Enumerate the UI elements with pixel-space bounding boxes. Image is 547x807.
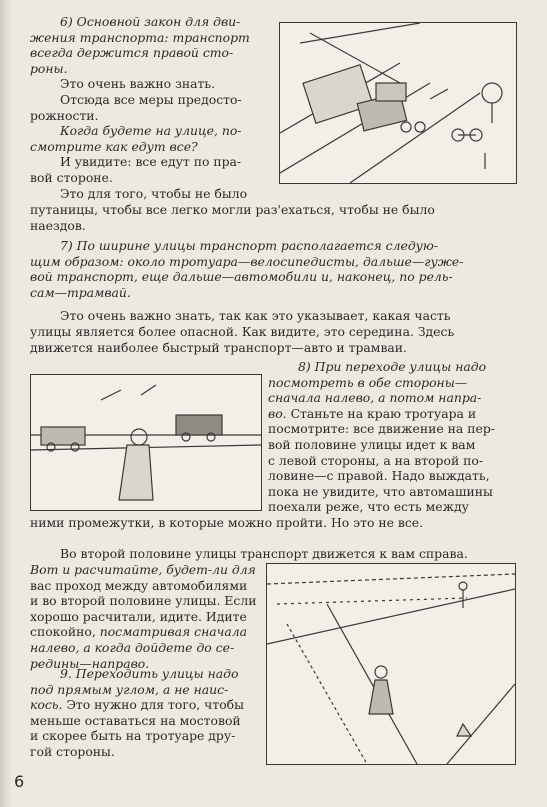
section-9	[30, 666, 258, 760]
rule-6-line-2: жения транспорта: транспорт	[30, 29, 250, 45]
rule-8-line: посмотреть в обе стороны—	[268, 374, 468, 390]
section-8b-wide	[30, 546, 514, 562]
reason-line: Это для того, чтобы не было	[60, 185, 248, 201]
italic-line: редины—направо.	[30, 655, 150, 671]
italic-line: Вот и расчитайте, будет-ли для	[30, 562, 256, 577]
text-line: улицы является более опасной. Как видите, это середина. Здесь	[30, 323, 455, 339]
text-line: и скорее быть на тротуаре дру-	[30, 728, 236, 744]
text-line	[30, 624, 258, 640]
section-8-narrow	[268, 359, 514, 515]
reason-line: наездов.	[30, 217, 86, 233]
section-8-wide	[30, 515, 514, 531]
text-line: вой половине улицы идет к вам	[268, 436, 476, 452]
rule-8-line: сначала налево, а потом напра-	[268, 390, 482, 406]
text-line: Во второй половине улицы транспорт движется к вам справа.	[60, 546, 468, 561]
text-line: рожности.	[30, 107, 99, 123]
text-fragment: Это нужно для того, чтобы	[66, 697, 245, 713]
rule-9-line: под прямым углом, а не наис-	[30, 681, 229, 697]
text-line: ловине—с правой. Надо выждать,	[268, 468, 490, 484]
rule-8-line: во.	[268, 405, 287, 421]
tram-street-drawing	[280, 23, 516, 183]
text-line: поехали реже, что есть между	[268, 499, 469, 515]
text-line: пока не увидите, что автомашины	[268, 483, 493, 499]
text-line: посмотрите: все движение на пер-	[268, 421, 495, 437]
rule-6-line-3: всегда держится правой сто-	[30, 45, 234, 61]
text-line: меньше оставаться на мостовой	[30, 712, 241, 728]
rule-7-line: сам—трамвай.	[30, 284, 131, 300]
text-line: Отсюда все меры предосто-	[60, 91, 242, 107]
rule-7-line: 7) По ширине улицы транспорт располагается следую-	[60, 238, 438, 253]
italic-fragment: посматривая сначала	[99, 624, 248, 640]
text-line: хорошо расчитали, идите. Идите	[30, 608, 247, 624]
rule-9-line: кось.	[30, 697, 63, 713]
section-7	[30, 238, 514, 355]
rule-7-line: вой транспорт, еще дальше—автомобили и, наконец, по рель-	[30, 269, 453, 285]
italic-line: налево, а когда дойдете до се-	[30, 639, 235, 655]
illustration-perpendicular-crossing	[266, 563, 516, 765]
text-line: Это очень важно знать, так как это указывает, какая часть	[60, 308, 451, 324]
text-line: Это очень важно знать.	[60, 76, 216, 92]
reason-line: путаницы, чтобы все легко могли раз'ехаться, чтобы не было	[30, 202, 435, 217]
rule-8-line: 8) При переходе улицы надо	[298, 359, 487, 374]
crossing-drawing	[31, 375, 261, 510]
text-line: и во второй половине улицы. Если	[30, 593, 257, 609]
question-line: Когда будете на улице, по-	[60, 123, 242, 139]
question-line: смотрите как едут все?	[30, 138, 198, 154]
illustration-crossing	[30, 374, 262, 511]
text-line: с левой стороны, а на второй по-	[268, 452, 484, 468]
answer-line: И увидите: все едут по пра-	[60, 154, 242, 170]
rule-9-line: 9. Переходить улицы надо	[60, 666, 239, 681]
section-6-narrow	[30, 14, 268, 201]
text-line: гой стороны.	[30, 743, 115, 759]
rule-6-line-4: роны.	[30, 60, 68, 76]
rule-6-line-1: 6) Основной закон для дви-	[60, 14, 241, 29]
text-line	[268, 406, 514, 422]
perpendicular-crossing-drawing	[267, 564, 515, 764]
page-number: 6	[14, 772, 25, 791]
text-fragment: спокойно,	[30, 624, 96, 640]
text-line: движется наиболее быстрый транспорт—авто и трамваи.	[30, 339, 408, 355]
illustration-tram-street	[279, 22, 517, 184]
rule-7-line: щим образом: около тротуара—велосипедисты, дальше—гуже-	[30, 253, 464, 269]
text-fragment: Станьте на краю тротуара и	[290, 405, 477, 421]
section-6-wide	[30, 202, 514, 233]
answer-line: вой стороне.	[30, 169, 113, 185]
text-line: ними промежутки, в которые можно пройти. Но это не все.	[30, 515, 424, 530]
section-8b-narrow	[30, 562, 258, 671]
text-line	[30, 697, 258, 713]
text-line: вас проход между автомобилями	[30, 577, 248, 593]
